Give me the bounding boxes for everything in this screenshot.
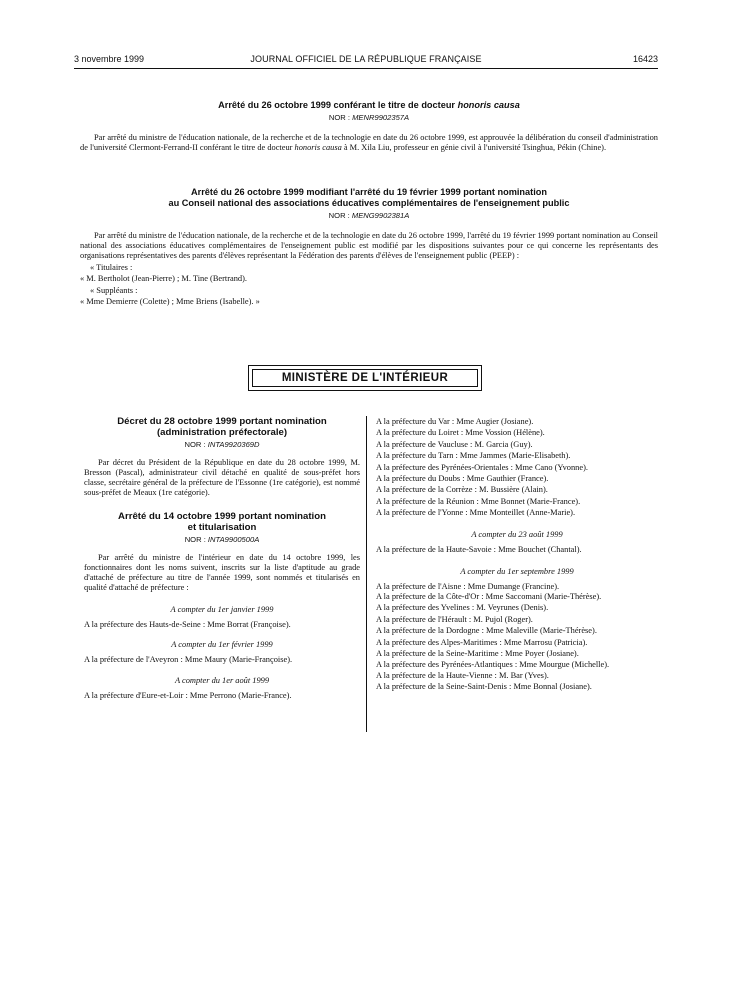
nor-code: INTA9920369D	[207, 440, 260, 449]
prefecture-entry: A la préfecture de la Seine-Maritime : Mme Poyer (Josiane).	[376, 649, 579, 659]
decret-title-line-1: Décret du 28 octobre 1999 portant nomination	[117, 416, 327, 427]
header-journal-title: JOURNAL OFFICIEL DE LA RÉPUBLIQUE FRANÇAISE	[250, 54, 482, 64]
date-group	[84, 605, 360, 630]
nor-label: NOR :	[184, 535, 208, 544]
decret-body: Par décret du Président de la République en date du 28 octobre 1999, M. Bresson (Pascal), administrateur civil détaché en qualité de sous-préfet hors classe, secrétaire général de la préfecture de l'Essonne (1re catégorie), est nommé sous-préfet de Meaux (1re catégorie).	[84, 458, 360, 497]
arrete-2-title-line-2: au Conseil national des associations éducatives complémentaires de l'enseignement public	[168, 198, 570, 208]
arrete-3-nor	[84, 534, 360, 545]
arrete-1-title-italic: honoris causa	[457, 100, 520, 110]
prefecture-list	[376, 416, 658, 519]
arrete-3-body: Par arrêté du ministre de l'intérieur en date du 14 octobre 1999, les fonctionnaires dont les noms suivent, inscrits sur la liste d'aptitude au grade d'attaché de préfecture au titre de l'année 1999, sont nommés et titularisés en qualité d'attaché de préfecture :	[84, 553, 360, 592]
nor-label: NOR :	[328, 211, 352, 220]
prefecture-entry: A la préfecture du Loiret : Mme Vossion (Hélène).	[376, 428, 545, 438]
prefecture-entry: A la préfecture de la Haute-Savoie : Mme Bouchet (Chantal).	[376, 544, 582, 554]
header-rule	[74, 68, 658, 69]
ministry-heading: MINISTÈRE DE L'INTÉRIEUR	[252, 369, 478, 387]
prefecture-entry: A la préfecture du Var : Mme Augier (Josiane).	[376, 417, 534, 426]
header-page-number: 16423	[632, 54, 658, 64]
arrete-conseil-national	[80, 187, 658, 308]
arrete-2-line: « Mme Demierre (Colette) ; Mme Briens (Isabelle). »	[80, 297, 260, 307]
arrete-2-line: « M. Bertholot (Jean-Pierre) ; M. Tine (Bertrand).	[80, 274, 248, 284]
right-column	[376, 416, 658, 692]
date-group	[84, 640, 360, 665]
arrete-1-title	[80, 100, 658, 111]
date-group-heading: A compter du 1er février 1999	[171, 640, 273, 650]
date-group-heading: A compter du 1er août 1999	[174, 675, 270, 685]
arrete-2-title-line-1: Arrêté du 26 octobre 1999 modifiant l'arrêté du 19 février 1999 portant nomination	[190, 187, 547, 197]
prefecture-entry: A la préfecture de la Haute-Vienne : M. Bar (Yves).	[376, 670, 549, 680]
arrete-1-body-end: à M. Xila Liu, professeur en génie civil à l'université Tsinghua, Pékin (Chine).	[341, 143, 607, 152]
prefecture-list	[376, 581, 658, 692]
date-group	[376, 530, 658, 555]
prefecture-entry: A la préfecture des Hauts-de-Seine : Mme Borrat (Françoise).	[84, 620, 291, 629]
column-divider	[366, 416, 367, 732]
page-header	[74, 54, 658, 66]
prefecture-entry: A la préfecture de l'Yonne : Mme Monteillet (Anne-Marie).	[376, 508, 576, 518]
date-group-heading: A compter du 1er septembre 1999	[460, 567, 574, 577]
date-group	[84, 676, 360, 701]
arrete-2-line: « Suppléants :	[90, 285, 138, 295]
date-group	[376, 567, 658, 692]
prefecture-entry: A la préfecture de la Dordogne : Mme Maleville (Marie-Thérèse).	[376, 626, 597, 636]
prefecture-entry: A la préfecture des Yvelines : M. Veyrunes (Denis).	[376, 603, 549, 613]
prefecture-entry: A la préfecture de l'Aveyron : Mme Maury (Marie-Françoise).	[84, 655, 293, 665]
arrete-3-heading	[84, 511, 360, 545]
arrete-1-body-italic: honoris causa	[294, 143, 342, 152]
arrete-2-body: Par arrêté du ministre de l'éducation nationale, de la recherche et de la technologie en date du 26 octobre 1999, l'arrêté du 19 février 1999 portant nomination au Conseil national des associations éducatives complémentaires de l'enseignement public est modifié par les dispositions suivantes pour ce qui concerne les représentants des organisations représentatives des parents d'élèves représentant la Fédération des parents d'élèves de l'enseignement public (PEEP) :	[80, 231, 658, 260]
prefecture-entry: A la préfecture de l'Aisne : Mme Dumange (Francine).	[376, 582, 560, 592]
nor-label: NOR :	[328, 113, 353, 122]
arrete-2-nor	[80, 210, 658, 221]
nor-code: MENR9902357A	[352, 113, 410, 122]
decret-nor	[84, 439, 360, 450]
prefecture-entry: A la préfecture des Pyrénées-Orientales : Mme Cano (Yvonne).	[376, 462, 588, 472]
arrete-1-body	[80, 133, 658, 153]
prefecture-entry: A la préfecture de la Seine-Saint-Denis : Mme Bonnal (Josiane).	[376, 681, 592, 691]
prefecture-entry: A la préfecture du Doubs : Mme Gauthier (France).	[376, 474, 549, 484]
prefecture-entry: A la préfecture d'Eure-et-Loir : Mme Perrono (Marie-France).	[84, 690, 292, 700]
arrete-1-title-text: Arrêté du 26 octobre 1999 conférant le titre de docteur	[218, 100, 458, 110]
left-column	[84, 416, 360, 701]
arrete-1-body-text: Par arrêté du ministre de l'éducation nationale, de la recherche et de la technologie en date du 26 octobre 1999, est approuvée la délibération du conseil d'administration de l'université Clermont-Ferrand-II conférant le titre de docteur	[80, 133, 658, 152]
prefecture-entry: A la préfecture de la Corrèze : M. Bussière (Alain).	[376, 485, 548, 495]
date-group-heading: A compter du 23 août 1999	[471, 529, 563, 539]
nor-code: MENG9902381A	[351, 211, 410, 220]
prefecture-entry: A la préfecture de l'Hérault : M. Pujol (Roger).	[376, 614, 533, 624]
header-date: 3 novembre 1999	[74, 54, 145, 64]
arrete-docteur-honoris-causa	[80, 100, 658, 153]
prefecture-entry: A la préfecture de la Côte-d'Or : Mme Saccomani (Marie-Thérèse).	[376, 592, 602, 602]
nor-code: INTA9900500A	[207, 535, 260, 544]
prefecture-entry: A la préfecture du Tarn : Mme Jammes (Marie-Elisabeth).	[376, 451, 571, 461]
prefecture-entry: A la préfecture des Alpes-Maritimes : Mme Marrosu (Patricia).	[376, 637, 588, 647]
date-group-heading: A compter du 1er janvier 1999	[170, 605, 274, 614]
arrete-1-nor	[80, 112, 658, 123]
prefecture-entry: A la préfecture des Pyrénées-Atlantiques : Mme Mourgue (Michelle).	[376, 659, 610, 669]
nor-label: NOR :	[184, 440, 208, 449]
arrete-3-title-line-1: Arrêté du 14 octobre 1999 portant nomination	[118, 511, 326, 522]
ministry-heading-box	[248, 365, 482, 391]
prefecture-entry: A la préfecture de Vaucluse : M. Garcia (Guy).	[376, 439, 533, 449]
prefecture-entry: A la préfecture de la Réunion : Mme Bonnet (Marie-France).	[376, 496, 581, 506]
arrete-3-title-line-2: et titularisation	[187, 522, 257, 533]
decret-title-line-2: (administration préfectorale)	[156, 427, 288, 438]
arrete-2-line: « Titulaires :	[90, 263, 133, 272]
